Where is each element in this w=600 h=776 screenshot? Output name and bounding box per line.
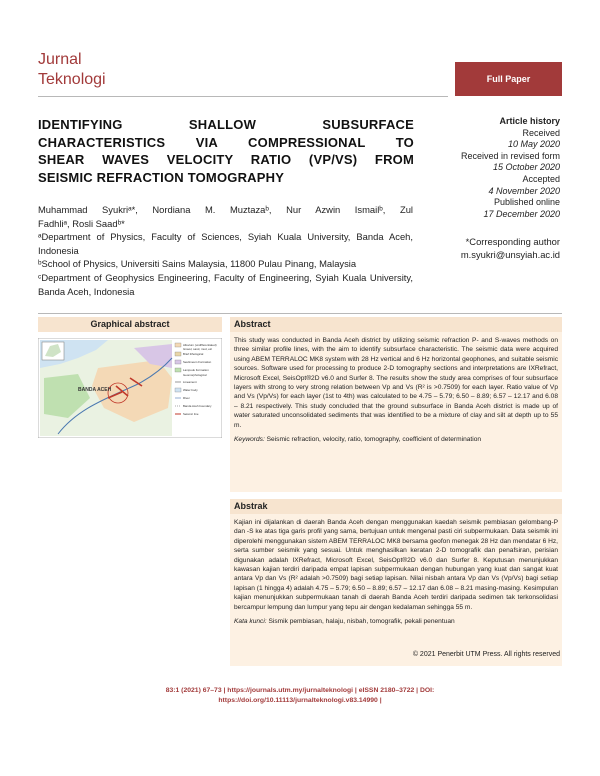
corresponding-email[interactable]: m.syukri@unsyiah.ac.id xyxy=(460,248,560,260)
legend-label: Banda Aceh boundary xyxy=(183,404,212,408)
accepted-label: Accepted xyxy=(522,173,560,184)
legend-label: Brief lithological xyxy=(183,352,204,356)
article-history xyxy=(380,116,560,220)
journal-name-line1: Jurnal xyxy=(38,51,82,68)
footer-line2[interactable]: https://doi.org/10.11113/jurnalteknologi.v83.14990 | xyxy=(218,697,382,704)
kata-kunci-label: Kata kunci: xyxy=(234,618,267,626)
affiliation: ᶜDepartment of Geophysics Engineering, Faculty of Engineering, Syiah Kuala University, Banda Aceh, Indonesia xyxy=(38,271,413,297)
received-label: Received xyxy=(522,127,560,138)
article-history-title: Article history xyxy=(499,116,560,126)
corresponding-label: *Corresponding author xyxy=(465,236,560,247)
copyright-bar xyxy=(230,662,562,666)
legend-label: Lampuuk Formation xyxy=(183,368,209,372)
affiliation: ᵇSchool of Physics, Universiti Sains Malaysia, 11800 Pulau Pinang, Malaysia xyxy=(38,258,357,270)
page-footer xyxy=(130,686,470,706)
title-line: SHEAR WAVES VELOCITY RATIO (VP/VS) FROM xyxy=(38,152,414,167)
graphical-abstract-heading: Graphical abstract xyxy=(38,317,222,332)
keywords-label: Keywords: xyxy=(234,436,265,444)
abstract-heading: Abstract xyxy=(230,317,562,332)
abstract-body xyxy=(230,332,562,492)
abstrak-keywords xyxy=(234,617,558,626)
title-line: SEISMIC REFRACTION TOMOGRAPHY xyxy=(38,169,285,185)
abstrak-heading: Abstrak xyxy=(230,499,562,514)
accepted-date: 4 November 2020 xyxy=(488,185,560,196)
journal-name-line2: Teknologi xyxy=(38,71,106,88)
section-divider xyxy=(38,313,562,314)
footer-line1[interactable]: 83:1 (2021) 67–73 | https://journals.utm.my/jurnalteknologi | eISSN 2180–3722 | DOI: xyxy=(165,687,435,694)
copyright-notice: © 2021 Penerbit UTM Press. All rights reserved xyxy=(412,651,560,658)
keywords-text: Seismic refraction, velocity, ratio, tomography, coefficient of determination xyxy=(266,436,482,444)
graphical-abstract-map xyxy=(38,338,222,438)
legend-label: Water body xyxy=(183,388,198,392)
published-label: Published online xyxy=(493,197,560,208)
author-names-line1: Muhammad Syukriᵃ*, Nordiana M. Muztazaᵇ, Nur Azwin Ismailᵇ, Zul xyxy=(38,204,413,215)
corresponding-author xyxy=(380,236,560,261)
legend-label: Gravel, sand, mud, etc xyxy=(183,347,213,351)
legend-label: Seismic line xyxy=(183,412,199,416)
revised-label: Received in revised form xyxy=(460,150,560,161)
published-date: 17 December 2020 xyxy=(483,208,560,219)
header-rule xyxy=(38,96,448,97)
author-block xyxy=(38,203,413,298)
abstract-text: This study was conducted in Banda Aceh district by utilizing seismic refraction P- and S-waves methods on three similar profile lines, with the aim to identify subsurface characteristic. The seismic data were acquired using ABEM TERRALOC MK8 system with 28 Hz vertical and 6 Hz horizontal geophones, and suitable seismic sources. Software used for processing to produce 2-D tomography sections and interpretations are IXRefract, Microsoft Excel, SeisOpt®2D v6.0 and Surfer 8. The results show the study area comprises of four subsurface layers with strong to very strong relation between Vp and Vs (R² is >0.7509) for each layer. Ratio value of Vp and Vs (Vp/Vs) for each layer (1st to 4th) was calculated to be 4.75 – 5.79; 6.50 – 8.89; 6.57 – 12.17 and 6.08 – 8.21 respectively. This study concluded that the ground subsurface in Banda Aceh district is made up of water saturated unconsolidated sediments that was identified to be a mixture of clay and silt at depth up to 55 m. xyxy=(234,337,558,429)
journal-logo xyxy=(38,50,106,90)
paper-type-badge: Full Paper xyxy=(455,62,562,96)
legend-label: Lineament xyxy=(183,380,197,384)
author-names-line2: Fadhliᵃ, Rosli Saadᵇ* xyxy=(38,217,125,229)
map-place-label: BANDA ACEH xyxy=(78,387,112,393)
legend-label: River xyxy=(183,396,190,400)
affiliation: ᵃDepartment of Physics, Faculty of Sciences, Syiah Kuala University, Banda Aceh, Indonesia xyxy=(38,231,413,256)
legend-label: Seulimeum Formation xyxy=(183,360,212,364)
legend-label: Geomorphological xyxy=(183,373,207,377)
title-line: CHARACTERISTICS VIA COMPRESSIONAL TO xyxy=(38,134,414,150)
abstrak-body xyxy=(230,514,562,662)
received-date: 10 May 2020 xyxy=(507,139,560,150)
legend-label: Alluvium (undifferentiated) xyxy=(183,343,217,347)
paper-title xyxy=(38,116,414,186)
abstrak-text: Kajian ini dijalankan di daerah Banda Aceh dengan menggunakan kaedah seismik pembiasan gelombang-P dan -S ke atas tiga garis profil yang sama, bertujuan untuk mengenal pasti ciri subpermukaan. Data seismik ini diperolehi menggunakan sistem ABEM TERRALOC MK8 bersama geofon menegak 28 Hz dan mendatar 6 Hz, serta sumber seismik yang sesuai. Untuk menghasilkan keratan 2-D tomografik dan penafsiran, perisian digunakan adalah IXRefract, Microsoft Excel, SeisOpt®2D v6.0 dan Surfer 8. Keputusan menunjukkan kawasan kajian terdiri daripada empat lapisan subpermukaan dengan hubungan yang kuat dan sangat kuat antara Vp dan Vs (R² adalah >0.7509) bagi setiap lapisan. Nilai nisbah antara Vp dan Vs (Vp/Vs) bagi setiap lapisan (1 hingga 4) adalah 4.75 – 5.79; 6.50 – 8.89; 6.57 – 12.17 dan 6.08 – 8.21 masing-masing. Kesimpulan kajian menunjukkan subpermukaan tanah di daerah Banda Aceh terdiri daripada sedimen tak terkonsolidasi bercampur lempung dan lumpur yang tepu air dengan kedalaman sehingga 55 m. xyxy=(234,519,558,611)
kata-kunci-text: Sismik pembiasan, halaju, nisbah, tomografik, pekali penentuan xyxy=(268,618,455,626)
revised-date: 15 October 2020 xyxy=(492,162,560,173)
abstract-keywords xyxy=(234,435,558,444)
title-line: IDENTIFYING SHALLOW SUBSURFACE xyxy=(38,117,414,132)
